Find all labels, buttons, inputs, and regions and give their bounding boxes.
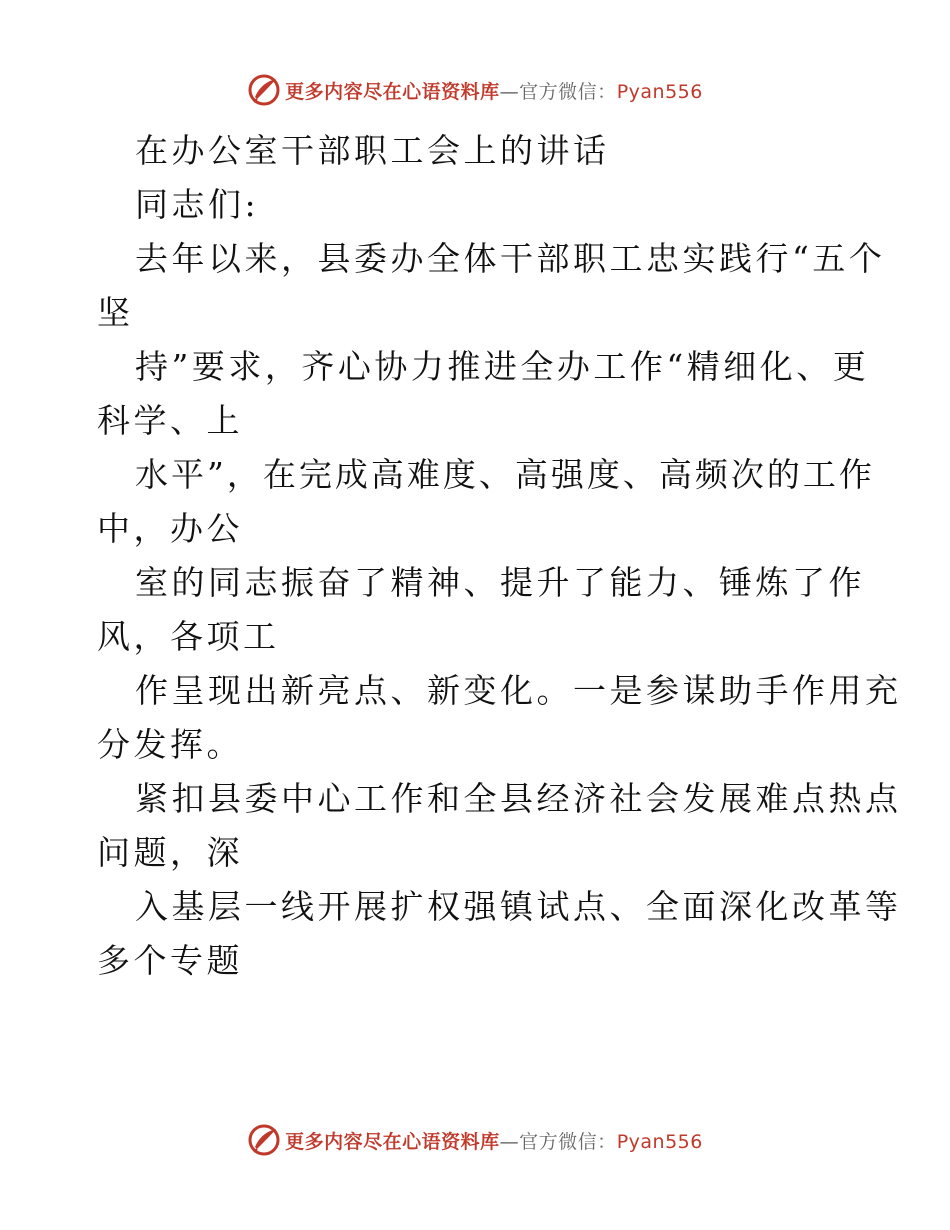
paragraph-line: 科学、上 [97,401,243,440]
paragraph-line: 分发挥。 [97,725,243,764]
footer-watermark-banner [0,1120,950,1160]
paragraph-line: 去年以来，县委办全体干部职工忠实践行“五个 [135,239,886,278]
quill-logo-icon [247,1123,281,1157]
header-banner-text [285,77,703,104]
paragraph-line: 室的同志振奋了精神、提升了能力、锤炼了作 [135,563,865,602]
document-title: 在办公室干部职工会上的讲话 [135,131,610,170]
footer-banner-dash: — [499,1130,520,1153]
header-watermark-banner [0,70,950,110]
footer-banner-wechat-label: 官方微信： [519,1130,617,1153]
paragraph-line: 风，各项工 [97,617,280,656]
quill-logo-icon [247,73,281,107]
footer-banner-main: 更多内容尽在心语资料库 [285,1130,500,1153]
document-body [97,124,902,988]
paragraph-line: 水平”，在完成高难度、高强度、高频次的工作 [135,455,875,494]
paragraph-line: 入基层一线开展扩权强镇试点、全面深化改革等 [135,887,902,926]
paragraph-line: 持”要求，齐心协力推进全办工作“精细化、更 [135,347,870,386]
header-banner-main: 更多内容尽在心语资料库 [285,80,500,103]
paragraph-line: 坚 [97,293,134,332]
footer-banner-wechat-id: Pyan556 [616,1130,703,1153]
paragraph-line: 作呈现出新亮点、新变化。一是参谋助手作用充 [135,671,902,710]
header-banner-wechat-id: Pyan556 [616,80,703,103]
paragraph-line: 多个专题 [97,941,243,980]
paragraph-line: 问题，深 [97,833,243,872]
paragraph-line: 紧扣县委中心工作和全县经济社会发展难点热点 [135,779,902,818]
header-banner-wechat-label: 官方微信： [519,80,617,103]
paragraph-line: 中，办公 [97,509,243,548]
salutation: 同志们: [135,185,260,224]
header-banner-dash: — [499,80,520,103]
footer-banner-text [285,1127,703,1154]
